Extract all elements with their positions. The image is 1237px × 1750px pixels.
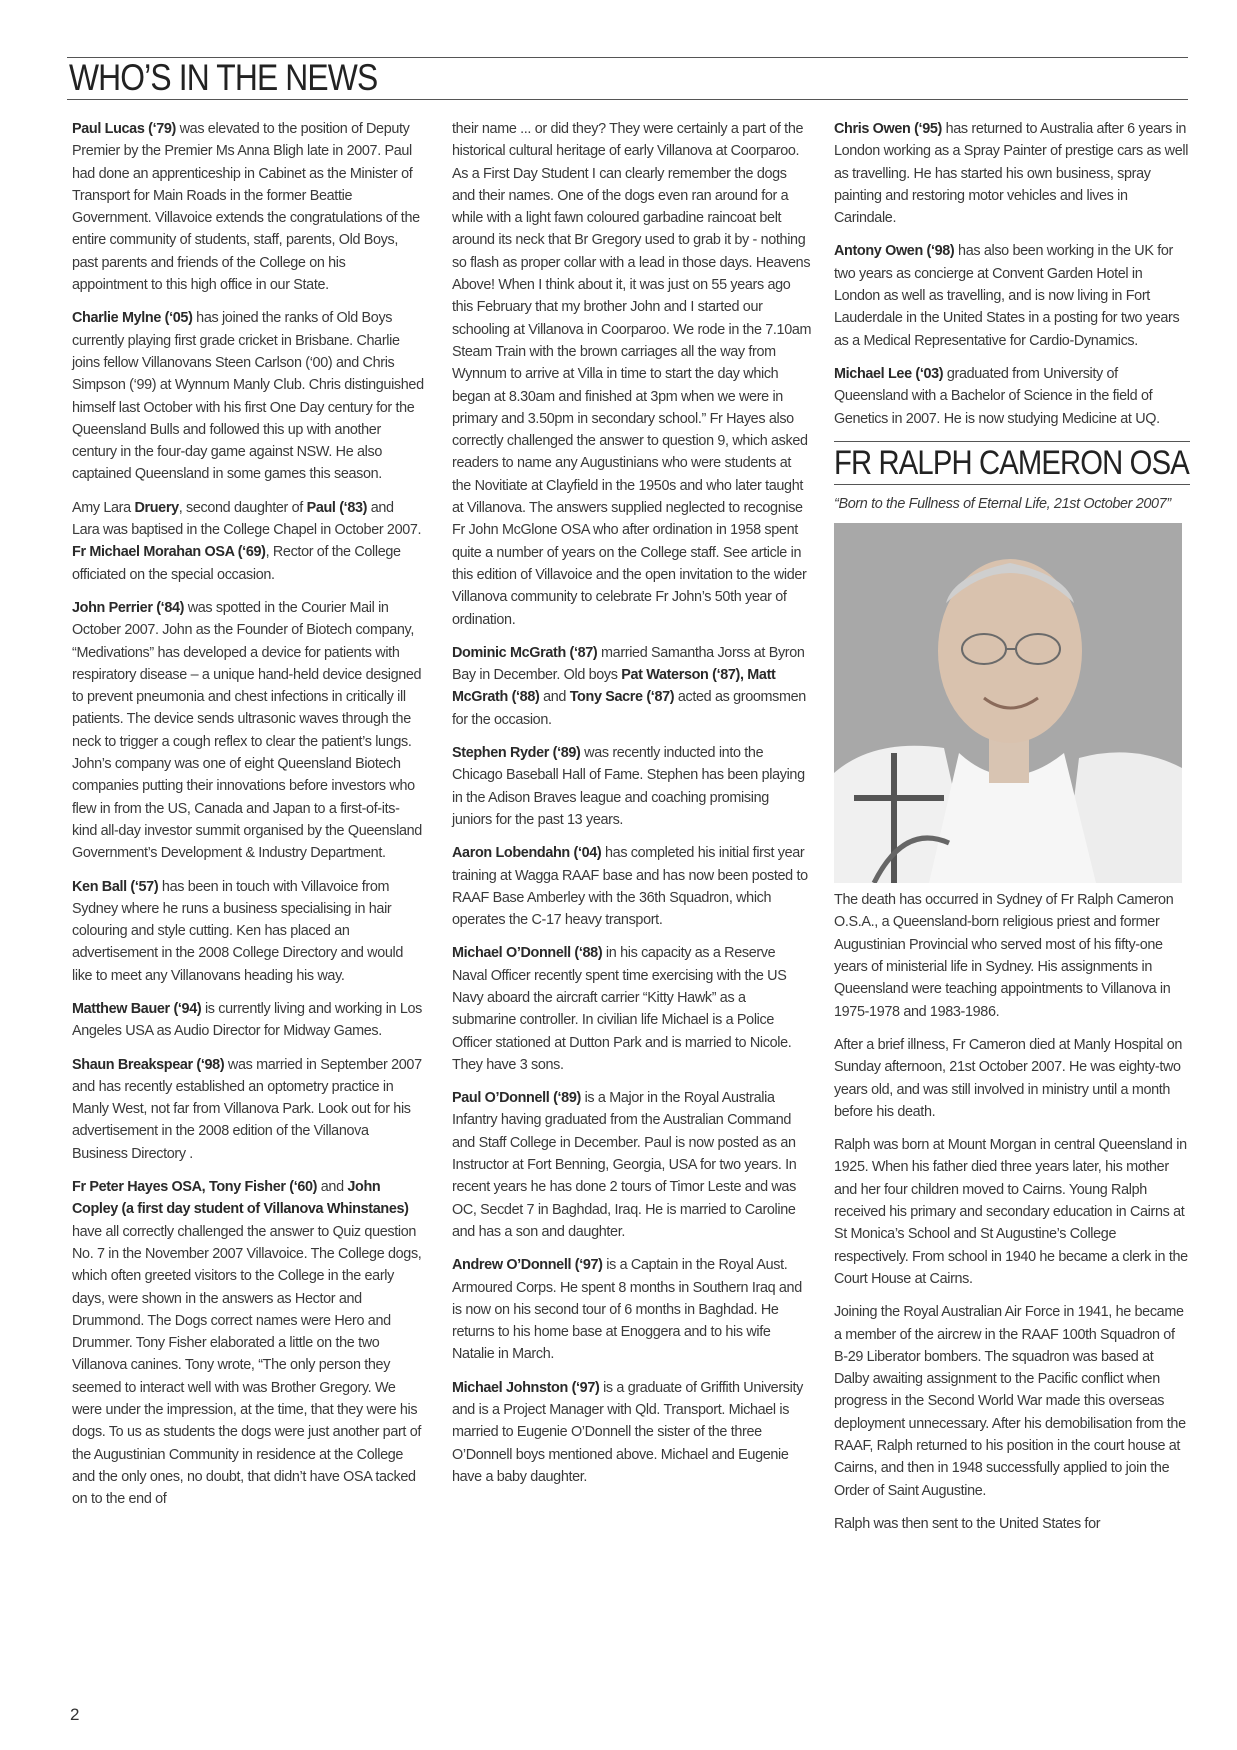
news-item [72,118,424,296]
news-item [72,497,424,586]
news-text: and [539,689,570,706]
obituary-paragraph: Ralph was born at Mount Morgan in central Queensland in 1925. When his father died three years later, his mother and her four children moved to Cairns. Young Ralph received his primary and secondary education in Cairns at St Monica’s School and St Augustine’s College respectively. From school in 1940 he became a clerk in the Court House at Cairns. [834,1137,1188,1287]
news-text: has returned to Australia after 6 years in London working as a Spray Painter of prestige cars as well as travelling. He has started his own business, spray painting and restoring motor vehicles and lives in Carindale. [834,121,1189,227]
news-name: Antony Owen (‘98) [834,243,955,260]
news-text: was spotted in the Courier Mail in October 2007. John as the Founder of Biotech company, “Medivations” has developed a device for patients with respiratory disease – a unique hand-held device designed to prevent pneumonia and chest infections in critically ill patients. The device sends ultrasonic waves through the neck to trigger a cough reflex to clear the patient’s lungs. John’s company was one of eight Queensland Biotech companies putting their innovations before investors who flew in from the US, Canada and Japan to a first-of-its-kind all-day investor summit organised by the Queensland Government’s Development & Industry Department. [72,599,422,862]
news-text: and Lara was baptised in the College Chapel in October 2007. [72,499,422,539]
news-text: Amy Lara [72,499,135,516]
news-text: , second daughter of [178,499,307,516]
column-2 [452,118,812,1499]
news-text: is a Major in the Royal Australia Infantry having graduated from the Australian Command and Staff College in December. Paul is now posted as an Instructor at Fort Benning, Georgia, USA for two years. In recent years he has done 2 tours of Timor Leste and was OC, Secdet 7 in Baghdad, Iraq. He is married to Caroline and has a son and daughter. [452,1090,797,1240]
news-name: Paul (‘83) [306,499,368,516]
news-name: Michael Johnston (‘97) [452,1379,600,1396]
news-name: Andrew O’Donnell (‘97) [452,1257,603,1274]
news-item [452,942,812,1076]
news-item [72,307,424,485]
news-item [72,597,424,865]
news-item [834,118,1190,229]
news-text: is a Captain in the Royal Aust. Armoured Corps. He spent 8 months in Southern Iraq and is now on his second tour of 6 months in Baghdad. He returns to his home base at Enoggera and to his wife Natalie in March. [452,1257,802,1363]
news-item [72,876,424,987]
news-name: Chris Owen (‘95) [834,121,942,137]
obituary-paragraph: The death has occurred in Sydney of Fr Ralph Cameron O.S.A., a Queensland-born religious priest and former Augustinian Provincial who served most of his fifty-one years of ministerial life in Sydney. His assignments in Queensland were teaching appointments to Villanova in 1975-1978 and 1983-1986. [834,892,1174,1020]
obituary-body [834,889,1190,1535]
news-item [452,118,812,631]
news-name: Stephen Ryder (‘89) [452,745,581,762]
news-text: graduated from University of Queensland with a Bachelor of Science in the field of Genetics in 2007. He is now studying Medicine at UQ. [834,365,1160,427]
news-text: has joined the ranks of Old Boys currently playing first grade cricket in Brisbane. Charlie joins fellow Villanovans Steen Carlson (‘00) and Chris Simpson (‘99) at Wynnum Manly Club. Chris distinguished himself last October with his first One Day century for the Queensland Bulls and followed this up with another century in the four-day game against NSW. He also captained Queensland in some games this season. [72,310,424,483]
news-item [834,240,1190,351]
news-text: in his capacity as a Reserve Naval Officer recently spent time exercising with the US Navy aboard the aircraft carrier “Kitty Hawk” as a submarine controller. In civilian life Michael is a Police Officer stationed at Dutton Park and is married to Nicole. They have 3 sons. [452,945,792,1073]
news-name: Paul O’Donnell (‘89) [452,1090,581,1107]
news-name: John Perrier (‘84) [72,599,185,616]
news-name: Matthew Bauer (‘94) [72,1000,202,1017]
news-name: Charlie Mylne (‘05) [72,310,193,327]
news-text: has been in touch with Villavoice from Sydney where he runs a business specialising in hair colouring and style cutting. Ken has placed an advertisement in the 2008 College Directory and would like to meet any Villanovans heading his way. [72,878,404,984]
news-item [72,1054,424,1165]
news-name: Fr Peter Hayes OSA, Tony Fisher (‘60) [72,1179,318,1196]
news-text: is a graduate of Griffith University and is a Project Manager with Qld. Transport. Michael is married to Eugenie O’Donnell the sister of the three O’Donnell boys mentioned above. Michael and Eugenie have a baby daughter. [452,1379,803,1485]
news-name: Aaron Lobendahn (‘04) [452,845,602,862]
news-name: Pat Waterson (‘87), Matt McGrath (‘88) [452,667,776,706]
news-text: has completed his initial first year training at Wagga RAAF base and has now been posted to RAAF Base Amberley with the 36th Squadron, which operates the C-17 heavy transport. [452,845,808,929]
news-name: Michael O’Donnell (‘88) [452,945,603,962]
news-name: Druery [134,499,179,516]
news-name: Dominic McGrath (‘87) [452,644,598,661]
obituary-title: FR RALPH CAMERON OSA [834,443,1189,482]
section-rule [834,484,1190,485]
news-text: their name ... or did they? They were certainly a part of the historical cultural heritage of early Villanova at Coorparoo. As a First Day Student I can clearly remember the dogs and their names. One of the dogs even ran around for a while with a light fawn coloured garbadine raincoat belt around its neck that Br Gregory used to grab it by - nothing so flash as proper collar with a lead in those days. Heavens Above! When I think about it, it was just on 55 years ago this February that my brother John and I started our schooling at Villanova in Coorparoo. We rode in the 7.10am Steam Train with the brown carriages all the way from Wynnum to arrive at Villa in time to start the day which began at 8.30am and finished at 3pm when we were in primary and 3.50pm in secondary school.” Fr Hayes also correctly challenged the answer to question 9, which asked readers to name any Augustinians who were students at the Novitiate at Clayfield in the 1950s and who later taught at Villanova. The answers supplied neglected to recognise Fr John McGlone OSA who after ordination in 1958 spent quite a number of years on the College staff. See article in this edition of Villavoice and the open invitation to the wider Villanova community to celebrate Fr John’s 50th year of ordination. [452,121,812,628]
obituary-paragraph: Joining the Royal Australian Air Force in 1941, he became a member of the aircrew in the RAAF 100th Squadron of B-29 Liberator bombers. The squadron was based at Dalby awaiting assignment to the Pacific conflict when progress in the Second World War made this overseas deployment unnecessary. After his demobilisation from the RAAF, Ralph returned to his position in the court house at Cairns, and then in 1948 successfully applied to join the Order of Saint Augustine. [834,1304,1186,1499]
news-text: was married in September 2007 and has recently established an optometry practice in Manly West, not far from Villanova Park. Look out for his advertisement in the 2008 edition of the Villanova Business Directory . [72,1056,422,1162]
news-text: , Rector of the College officiated on the special occasion. [72,544,401,583]
news-name: John Copley (a first day student of Villanova Whinstanes) [72,1179,409,1218]
page-number: 2 [70,1705,80,1724]
news-text: and [317,1179,348,1196]
news-name: Michael Lee (‘03) [834,365,944,382]
news-text: was elevated to the position of Deputy Premier by the Premier Ms Anna Bligh late in 2007. Paul had done an apprenticeship in Cabinet as the Minister of Transport for Main Roads in the former Beattie Government. Villavoice extends the congratulations of the entire community of students, staff, parents, Old Boys, past parents and friends of the College on his appointment to this high office in our State. [72,121,420,294]
news-name: Fr Michael Morahan OSA (‘69) [72,544,266,561]
news-name: Paul Lucas (‘79) [72,121,176,137]
news-text: have all correctly challenged the answer to Quiz question No. 7 in the November 2007 Villavoice. The College dogs, which often greeted visitors to the College in the early days, were shown in the answers as Hector and Drummond. The Dogs correct names were Hero and Drummer. Tony Fisher elaborated a little on the two Villanova canines. Tony wrote, “The only person they seemed to interact well with was Brother Gregory. We were under the impression, at the time, that they were his dogs. To us as students the dogs were just another part of the Augustinian Community in residence at the College and the only ones, no doubt, that didn’t have OSA tacked on to the end of [72,1223,422,1508]
news-item [452,842,812,931]
news-item [834,363,1190,430]
news-item [452,642,812,731]
news-item [72,998,424,1043]
page-title: WHO’S IN THE NEWS [69,57,378,98]
news-item [452,1377,812,1488]
obituary-subtitle: “Born to the Fullness of Eternal Life, 21st October 2007” [834,495,1171,512]
news-item [452,1087,812,1243]
news-text: acted as groomsmen for the occasion. [452,689,806,728]
news-text: is currently living and working in Los Angeles USA as Audio Director for Midway Games. [72,1000,423,1040]
news-name: Ken Ball (‘57) [72,878,159,895]
column-3 [834,118,1190,1546]
portrait-photo-graphic [834,523,1182,883]
news-item [452,1254,812,1365]
portrait-photo [834,523,1182,883]
news-name: Tony Sacre (‘87) [569,689,675,706]
obituary-paragraph: After a brief illness, Fr Cameron died at Manly Hospital on Sunday afternoon, 21st October 2007. He was eighty-two years old, and was still involved in ministry until a month before his death. [834,1036,1183,1120]
title-rule [67,99,1188,100]
news-text: married Samantha Jorss at Byron Bay in December. Old boys [452,644,805,684]
column-1 [72,118,424,1522]
news-item [452,742,812,831]
news-name: Shaun Breakspear (‘98) [72,1056,225,1073]
news-item [72,1176,424,1510]
news-text: was recently inducted into the Chicago Baseball Hall of Fame. Stephen has been playing in the Adison Braves league and coaching promising juniors for the past 13 years. [452,745,805,828]
obituary-paragraph: Ralph was then sent to the United States for [834,1515,1101,1532]
news-items-column-3 [834,118,1190,430]
news-text: has also been working in the UK for two years as concierge at Convent Garden Hotel in London as well as travelling, and is now living in Fort Lauderdale in the United States in a posting for two years as a Medical Representative for Cardio-Dynamics. [834,243,1180,349]
